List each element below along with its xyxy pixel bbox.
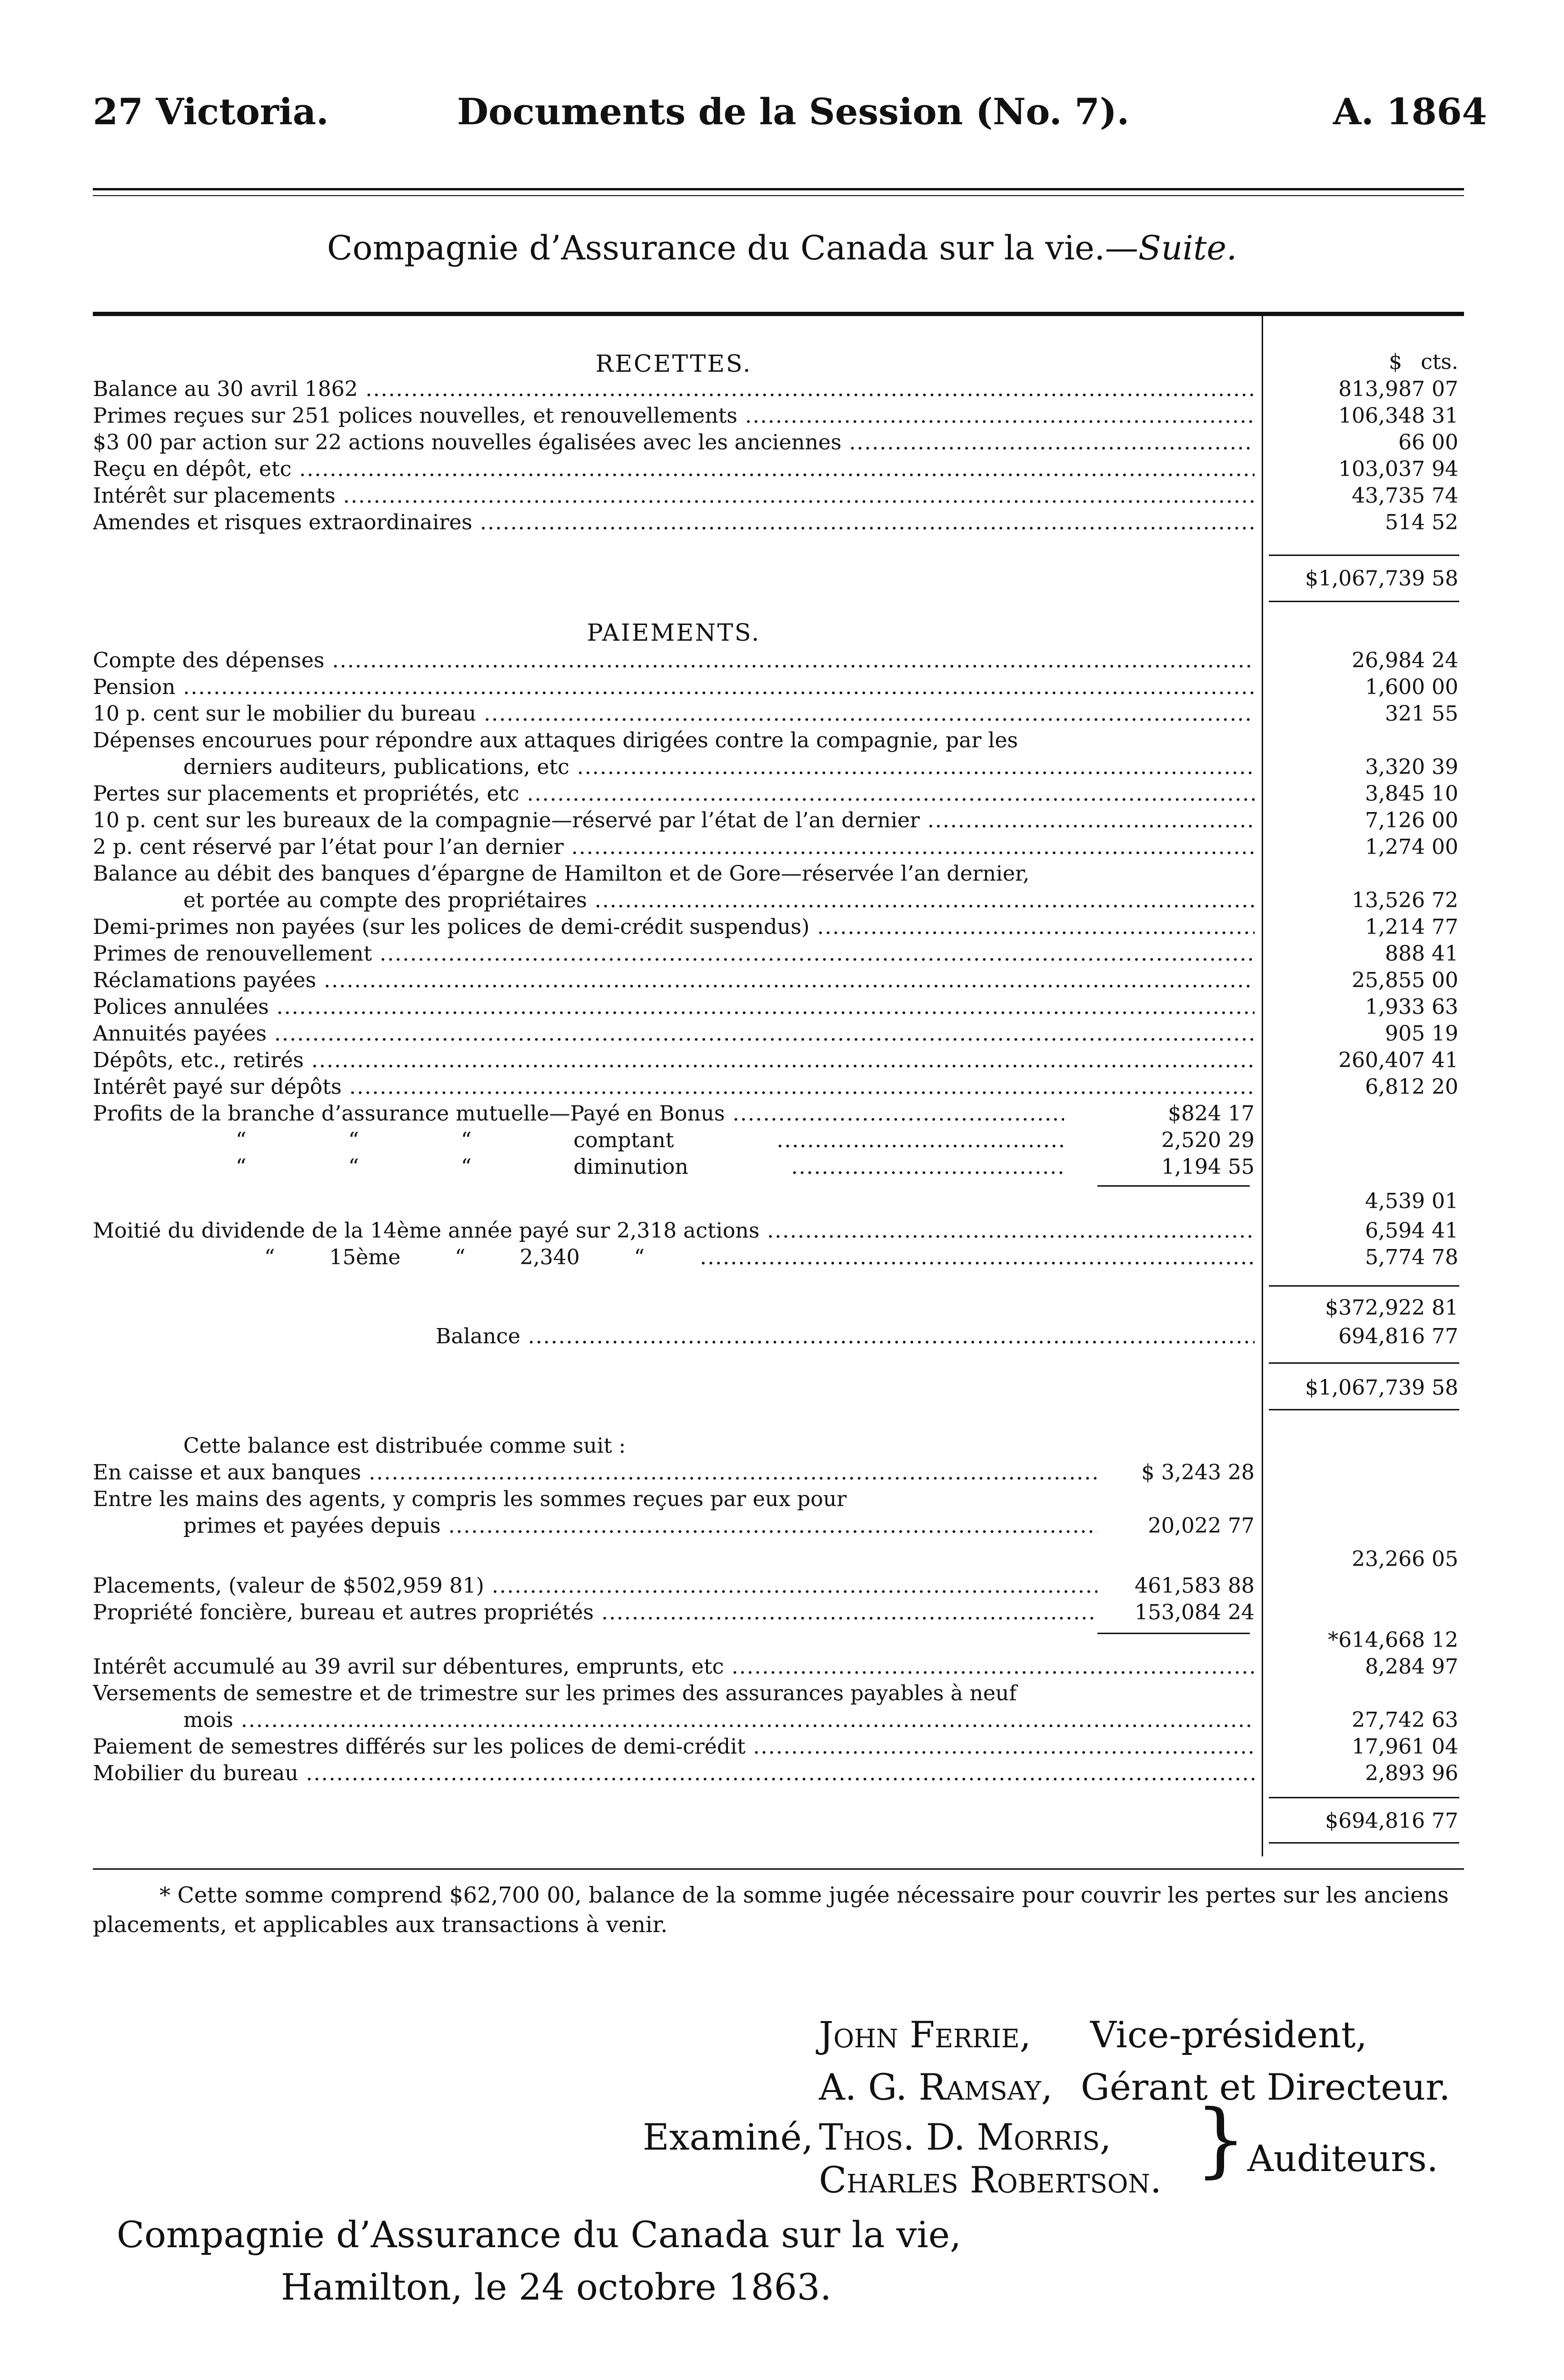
header-center: Documents de la Session (No. 7).: [457, 90, 1130, 133]
row-amount: 813,987 07: [1338, 377, 1458, 401]
row-label: derniers auditeurs, publications, etc .....: [183, 755, 1255, 779]
recettes-heading: RECETTES.: [595, 350, 752, 377]
unit-cts: cts.: [1421, 350, 1458, 374]
bonus-row: [93, 1155, 1464, 1182]
table-row: [93, 404, 1464, 431]
row-label: Pension .....: [93, 675, 1255, 699]
table-row: [93, 1487, 1464, 1515]
row-label: primes et payées depuis .....: [183, 1514, 1102, 1538]
row-label: En caisse et aux banques .....: [93, 1460, 1102, 1485]
paiements-subtotal: $372,922 81: [1325, 1296, 1458, 1320]
row-label: Dépôts, etc., retirés .....: [93, 1048, 1255, 1072]
row-label: Amendes et risques extraordinaires .....: [93, 510, 1255, 535]
table-row: [93, 915, 1464, 942]
examined-label: Examiné,: [643, 2116, 814, 2158]
rule: [1269, 555, 1459, 556]
row-label: Annuités payées .....: [93, 1021, 1255, 1046]
table-row: [93, 862, 1464, 889]
accounts-table: [93, 0, 1464, 1904]
row-label: 10 p. cent sur le mobilier du bureau .....: [93, 702, 1255, 726]
table-row: [93, 457, 1464, 485]
row-label: Intérêt payé sur dépôts .....: [93, 1075, 1255, 1099]
distribution-intro: [93, 1434, 1464, 1461]
row-amount: 26,984 24: [1352, 648, 1458, 673]
row-label: “ “ “ diminution .....: [236, 1155, 1064, 1179]
table-row: [93, 1655, 1464, 1682]
table-row: [93, 1021, 1464, 1049]
row-amount: 8,284 97: [1365, 1655, 1458, 1679]
row-amount: 321 55: [1385, 702, 1458, 726]
table-row: [93, 1708, 1464, 1735]
header-right: A. 1864: [1333, 90, 1487, 133]
table-row: [93, 995, 1464, 1022]
row-label: “ 15ème “ 2,340 “ .....: [264, 1245, 1255, 1269]
row-label: Compte des dépenses .....: [93, 648, 1255, 673]
row-label: Reçu en dépôt, etc .....: [93, 457, 1255, 481]
row-amount: 1,933 63: [1365, 995, 1458, 1019]
row-label: Intérêt accumulé au 39 avril sur débentures, emprunts, etc .....: [93, 1655, 1255, 1679]
table-row: [93, 1681, 1464, 1709]
row-amount: 43,735 74: [1352, 484, 1458, 508]
row-label: Pertes sur placements et propriétés, etc .....: [93, 782, 1255, 806]
row-label: Moitié du dividende de la 14ème année payé sur 2,318 actions .....: [93, 1219, 1255, 1243]
row-amount: 905 19: [1385, 1021, 1458, 1046]
table-row: [93, 1075, 1464, 1102]
row-label: Demi-primes non payées (sur les polices de demi-crédit suspendus) .....: [93, 915, 1255, 939]
row-amount: 25,855 00: [1352, 968, 1458, 992]
row-amount: 1,600 00: [1365, 675, 1458, 699]
table-row: [93, 702, 1464, 729]
table-row: [93, 675, 1464, 703]
row-label: mois .....: [183, 1708, 1255, 1732]
table-row: [93, 1628, 1464, 1656]
row-amount: 5,774 78: [1365, 1245, 1458, 1269]
balance-row: [93, 1324, 1464, 1352]
table-row: [93, 430, 1464, 458]
table-row: [93, 1600, 1464, 1628]
table-row: [93, 888, 1464, 916]
row-amount: 514 52: [1385, 510, 1458, 535]
signature-vp-title: Vice-président,: [1090, 2013, 1367, 2056]
row-amount: 6,812 20: [1365, 1075, 1458, 1099]
table-row: [93, 1761, 1464, 1789]
inner-amount: 20,022 77: [1097, 1514, 1255, 1538]
row-amount: 23,266 05: [1352, 1547, 1458, 1571]
table-row: [93, 1460, 1464, 1488]
row-label: “ “ “ comptant .....: [236, 1128, 1064, 1152]
table-row: [93, 968, 1464, 996]
rule: [1269, 1797, 1459, 1798]
signature-vp-name: John Ferrie,: [819, 2013, 1031, 2056]
row-amount: 3,320 39: [1365, 755, 1458, 779]
row-label: et portée au compte des propriétaires .....: [183, 888, 1255, 912]
inner-amount: 2,520 29: [1064, 1128, 1255, 1152]
row-label: Cette balance est distribuée comme suit :: [183, 1434, 626, 1458]
row-label: Entre les mains des agents, y compris les sommes reçues par eux pour: [93, 1487, 847, 1511]
row-amount: 103,037 94: [1338, 457, 1458, 481]
row-amount: 1,214 77: [1365, 915, 1458, 939]
row-amount: 4,539 01: [1365, 1189, 1458, 1213]
paiements-heading: PAIEMENTS.: [587, 619, 761, 646]
row-label: Réclamations payées .....: [93, 968, 1255, 992]
row-label: 2 p. cent réservé par l’état pour l’an dernier .....: [93, 835, 1255, 859]
table-row: [93, 755, 1464, 783]
row-amount: 6,594 41: [1365, 1219, 1458, 1243]
subtitle-suffix: Suite.: [1138, 228, 1237, 268]
row-label: Balance au débit des banques d’épargne de Hamilton et de Gore—réservée l’an dernier,: [93, 862, 1030, 886]
table-row: [93, 1547, 1464, 1575]
signature-manager-title: Gérant et Directeur.: [1081, 2066, 1451, 2108]
table-row: [93, 728, 1464, 756]
row-label: Profits de la branche d’assurance mutuelle—Payé en Bonus .....: [93, 1101, 1064, 1126]
rule: [1269, 1409, 1459, 1410]
inner-amount: 1,194 55: [1064, 1155, 1255, 1179]
table-row: [93, 510, 1464, 538]
rule: [1269, 1362, 1459, 1364]
row-amount: 106,348 31: [1338, 404, 1458, 428]
row-label: Paiement de semestres différés sur les polices de demi-crédit .....: [93, 1735, 1255, 1759]
unit-dollar: $: [1389, 350, 1402, 374]
bonus-total-row: [93, 1189, 1464, 1217]
brace-icon: }: [1195, 2092, 1247, 2187]
signature-auditor-2: Charles Robertson.: [819, 2159, 1162, 2201]
row-label: Mobilier du bureau .....: [93, 1761, 1255, 1785]
row-amount: 7,126 00: [1365, 808, 1458, 833]
row-label: Balance au 30 avril 1862 .....: [93, 377, 1255, 401]
row-label: Balance .....: [436, 1324, 1255, 1349]
row-amount: 27,742 63: [1352, 1708, 1458, 1732]
row-label: Primes reçues sur 251 polices nouvelles, et renouvellements .....: [93, 404, 1255, 428]
inner-amount: 153,084 24: [1097, 1600, 1255, 1625]
table-row: [93, 1514, 1464, 1541]
row-amount: 13,526 72: [1352, 888, 1458, 912]
row-amount: *614,668 12: [1328, 1628, 1458, 1652]
row-amount: 3,845 10: [1365, 782, 1458, 806]
row-amount: 1,274 00: [1365, 835, 1458, 859]
row-label: Dépenses encourues pour répondre aux attaques dirigées contre la compagnie, par les: [93, 728, 1018, 753]
row-label: Placements, (valeur de $502,959 81) .....: [93, 1574, 1102, 1598]
inner-amount: $ 3,243 28: [1097, 1460, 1255, 1485]
table-row: [93, 808, 1464, 836]
place-line-2: Hamilton, le 24 octobre 1863.: [281, 2266, 832, 2308]
rule: [1269, 601, 1459, 602]
table-row: [93, 1048, 1464, 1076]
table-row: [93, 484, 1464, 511]
table-row: [93, 1219, 1464, 1246]
bonus-row: [93, 1101, 1464, 1129]
header-left: 27 Victoria.: [93, 90, 329, 133]
row-amount: 888 41: [1385, 942, 1458, 966]
footnote: * Cette somme comprend $62,700 00, balance de la somme jugée nécessaire pour couvrir les pertes sur les anciens placements, et applicables aux transactions à venir.: [93, 1882, 1449, 1937]
row-label: Primes de renouvellement .....: [93, 942, 1255, 966]
table-row: [93, 835, 1464, 863]
rule: [1269, 1842, 1459, 1844]
table-row: [93, 1245, 1464, 1273]
auditors-title: Auditeurs.: [1247, 2137, 1438, 2180]
row-amount: 260,407 41: [1338, 1048, 1458, 1072]
bonus-row: [93, 1128, 1464, 1156]
row-amount: 66 00: [1398, 430, 1458, 455]
table-row: [93, 942, 1464, 969]
place-line-1: Compagnie d’Assurance du Canada sur la vie,: [117, 2213, 962, 2256]
inner-amount: $824 17: [1064, 1101, 1255, 1126]
row-label: Versements de semestre et de trimestre sur les primes des assurances payables à neuf: [93, 1681, 1017, 1706]
table-row: [93, 648, 1464, 676]
row-label: 10 p. cent sur les bureaux de la compagnie—réservé par l’état de l’an dernier .....: [93, 808, 1255, 833]
row-label: Polices annulées .....: [93, 995, 1255, 1019]
row-amount: 17,961 04: [1352, 1735, 1458, 1759]
distribution-total: $694,816 77: [1325, 1809, 1458, 1833]
row-label: Propriété foncière, bureau et autres propriétés .....: [93, 1600, 1102, 1625]
row-amount: 694,816 77: [1338, 1324, 1458, 1349]
row-label: Intérêt sur placements .....: [93, 484, 1255, 508]
table-row: [93, 782, 1464, 809]
recettes-total: $1,067,739 58: [1305, 566, 1458, 591]
signature-auditor-1: Thos. D. Morris,: [819, 2116, 1112, 2158]
footnote-rule: [93, 1868, 1464, 1870]
units-row: [93, 350, 1464, 377]
row-label: $3 00 par action sur 22 actions nouvelles égalisées avec les anciennes .....: [93, 430, 1255, 455]
rule: [1097, 1185, 1250, 1187]
subtitle-main: Compagnie d’Assurance du Canada sur la vie.—: [327, 228, 1138, 268]
paiements-grand-total: $1,067,739 58: [1305, 1376, 1458, 1400]
table-row: [93, 1735, 1464, 1762]
rule: [1269, 1285, 1459, 1287]
row-amount: 2,893 96: [1365, 1761, 1458, 1785]
table-row: [93, 377, 1464, 405]
table-row: [93, 1574, 1464, 1601]
signature-manager-name: A. G. Ramsay,: [819, 2066, 1053, 2108]
inner-amount: 461,583 88: [1097, 1574, 1255, 1598]
